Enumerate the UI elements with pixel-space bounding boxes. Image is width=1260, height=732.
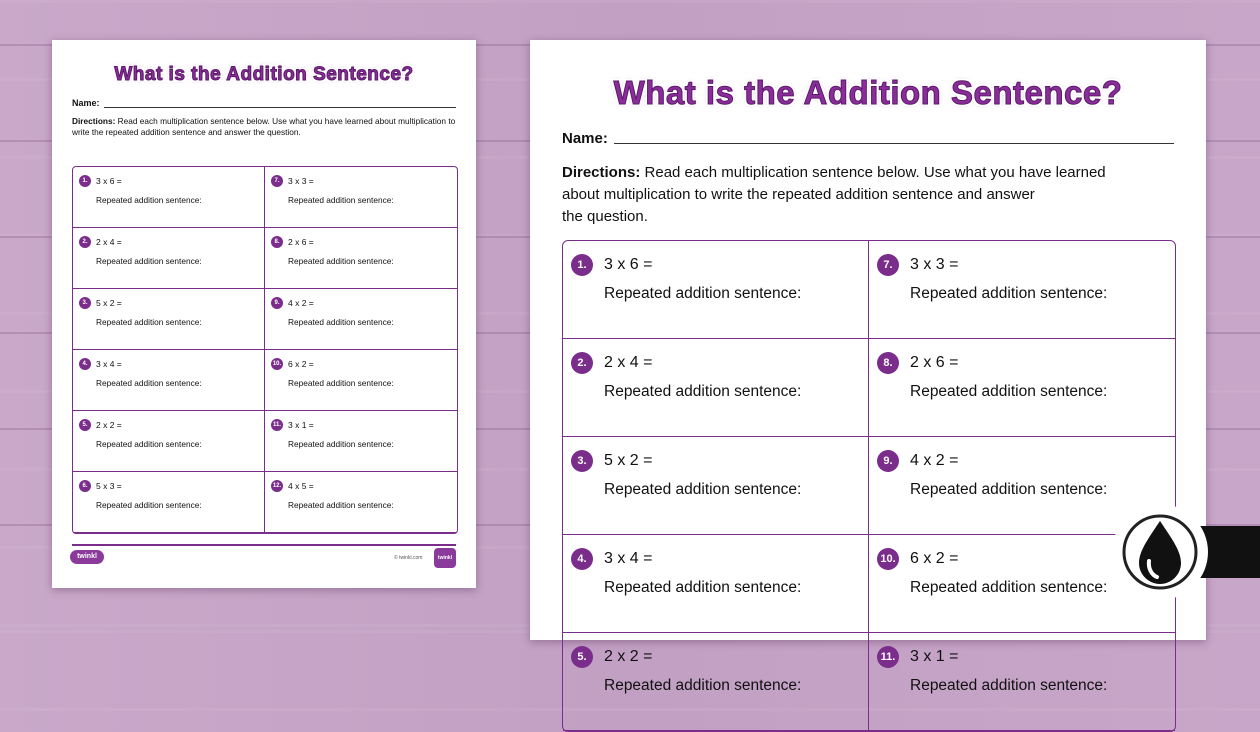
problem-cell	[265, 350, 457, 411]
problem-cell	[265, 411, 457, 472]
problem-expression: 4 x 2 =	[910, 452, 959, 469]
problem-expression: 2 x 6 =	[288, 237, 314, 247]
problem-cell	[73, 167, 265, 228]
problem-number-badge: 6.	[79, 480, 91, 492]
footer-bar	[72, 544, 456, 546]
problem-cell	[265, 472, 457, 533]
problem-number-badge: 10.	[877, 548, 899, 570]
problem-expression-row	[79, 358, 122, 370]
problem-number-badge: 3.	[571, 450, 593, 472]
problem-expression-row	[271, 358, 314, 370]
directions-label: Directions:	[562, 164, 641, 181]
problem-number-badge: 5.	[79, 419, 91, 431]
problem-expression: 2 x 2 =	[96, 420, 122, 430]
problem-expression: 3 x 3 =	[910, 256, 959, 273]
directions-text: Read each multiplication sentence below. Use what you have learned about multiplication to write the repeated addition sentence and answer the question.	[72, 116, 456, 137]
problem-cell	[563, 339, 869, 437]
repeated-addition-label: Repeated addition sentence:	[604, 285, 802, 302]
problem-expression: 5 x 2 =	[604, 452, 653, 469]
problem-expression: 6 x 2 =	[288, 359, 314, 369]
problem-cell	[73, 411, 265, 472]
problem-cell	[73, 289, 265, 350]
directions-label: Directions:	[72, 116, 116, 126]
name-label: Name:	[72, 98, 100, 108]
problem-expression-row	[79, 480, 122, 492]
problem-expression-row	[877, 646, 958, 668]
repeated-addition-label: Repeated addition sentence:	[288, 256, 394, 266]
problem-expression-row	[877, 548, 958, 570]
problem-expression-row	[271, 419, 314, 431]
problem-grid	[562, 240, 1176, 732]
problem-cell	[869, 339, 1175, 437]
problem-number-badge: 8.	[877, 352, 899, 374]
problem-expression-row	[571, 548, 652, 570]
problem-expression: 3 x 4 =	[96, 359, 122, 369]
problem-number-badge: 11.	[877, 646, 899, 668]
repeated-addition-label: Repeated addition sentence:	[96, 256, 202, 266]
name-row	[72, 98, 456, 108]
problem-expression-row	[271, 480, 314, 492]
problem-expression-row	[271, 297, 314, 309]
problem-expression-row	[271, 236, 314, 248]
problem-number-badge: 8.	[271, 236, 283, 248]
problem-expression: 4 x 2 =	[288, 298, 314, 308]
problem-expression: 3 x 4 =	[604, 550, 653, 567]
worksheet-title: What is the Addition Sentence?	[114, 64, 414, 85]
problem-expression: 3 x 6 =	[96, 176, 122, 186]
repeated-addition-label: Repeated addition sentence:	[288, 439, 394, 449]
problem-cell	[265, 167, 457, 228]
repeated-addition-label: Repeated addition sentence:	[96, 439, 202, 449]
problem-number-badge: 3.	[79, 297, 91, 309]
directions	[72, 116, 456, 138]
twinkl-badge-logo: twinkl	[434, 548, 456, 568]
directions-text-1: Read each multiplication sentence below. Use what you have learned	[640, 164, 1106, 181]
problem-cell	[563, 241, 869, 339]
problem-expression-row	[877, 450, 958, 472]
problem-number-badge: 11.	[271, 419, 283, 431]
repeated-addition-label: Repeated addition sentence:	[288, 317, 394, 327]
repeated-addition-label: Repeated addition sentence:	[96, 500, 202, 510]
problem-expression-row	[79, 236, 122, 248]
problem-expression-row	[79, 297, 122, 309]
problem-expression-row	[271, 175, 314, 187]
problem-number-badge: 4.	[79, 358, 91, 370]
problem-expression: 2 x 4 =	[604, 354, 653, 371]
name-line[interactable]	[104, 107, 456, 108]
problem-number-badge: 1.	[79, 175, 91, 187]
directions-line-1	[562, 162, 1174, 184]
repeated-addition-label: Repeated addition sentence:	[96, 195, 202, 205]
problem-expression-row	[79, 175, 122, 187]
repeated-addition-label: Repeated addition sentence:	[288, 500, 394, 510]
ink-drop-button[interactable]	[1112, 504, 1208, 600]
repeated-addition-label: Repeated addition sentence:	[604, 383, 802, 400]
footer-copyright: © twinkl.com	[394, 555, 423, 561]
repeated-addition-label: Repeated addition sentence:	[96, 378, 202, 388]
name-row	[562, 130, 1174, 147]
problem-number-badge: 9.	[271, 297, 283, 309]
problem-expression: 2 x 4 =	[96, 237, 122, 247]
worksheet-zoomed	[530, 40, 1206, 694]
problem-cell	[73, 350, 265, 411]
repeated-addition-label: Repeated addition sentence:	[910, 285, 1108, 302]
problem-cell	[73, 228, 265, 289]
problem-expression: 3 x 3 =	[288, 176, 314, 186]
problem-expression-row	[877, 254, 958, 276]
repeated-addition-label: Repeated addition sentence:	[604, 677, 802, 694]
problem-expression: 2 x 6 =	[910, 354, 959, 371]
problem-expression-row	[571, 254, 652, 276]
repeated-addition-label: Repeated addition sentence:	[604, 579, 802, 596]
twinkl-logo: twinkl	[70, 550, 104, 564]
problem-expression: 3 x 6 =	[604, 256, 653, 273]
problem-expression-row	[571, 450, 652, 472]
repeated-addition-label: Repeated addition sentence:	[604, 481, 802, 498]
repeated-addition-label: Repeated addition sentence:	[288, 378, 394, 388]
repeated-addition-label: Repeated addition sentence:	[288, 195, 394, 205]
repeated-addition-label: Repeated addition sentence:	[910, 677, 1108, 694]
repeated-addition-label: Repeated addition sentence:	[910, 579, 1108, 596]
repeated-addition-label: Repeated addition sentence:	[910, 481, 1108, 498]
problem-expression: 4 x 5 =	[288, 481, 314, 491]
problem-grid	[72, 166, 458, 534]
worksheet-thumbnail	[52, 40, 476, 588]
problem-expression-row	[877, 352, 958, 374]
problem-expression: 2 x 2 =	[604, 648, 653, 665]
problem-expression-row	[571, 646, 652, 668]
repeated-addition-label: Repeated addition sentence:	[910, 383, 1108, 400]
directions	[562, 162, 1174, 228]
problem-number-badge: 12.	[271, 480, 283, 492]
worksheet-title: What is the Addition Sentence?	[613, 74, 1123, 111]
problem-expression-row	[571, 352, 652, 374]
problem-cell	[265, 228, 457, 289]
problem-number-badge: 7.	[271, 175, 283, 187]
ink-drop-icon	[1125, 513, 1195, 591]
directions-line-2: about multiplication to write the repeated addition sentence and answer	[562, 186, 1035, 203]
problem-expression: 6 x 2 =	[910, 550, 959, 567]
repeated-addition-label: Repeated addition sentence:	[96, 317, 202, 327]
name-line[interactable]	[614, 143, 1174, 144]
directions-line-3: the question.	[562, 208, 648, 225]
problem-expression: 5 x 2 =	[96, 298, 122, 308]
problem-number-badge: 9.	[877, 450, 899, 472]
problem-cell	[265, 289, 457, 350]
name-label: Name:	[562, 130, 608, 147]
problem-cell	[73, 472, 265, 533]
problem-cell	[563, 535, 869, 633]
problem-cell	[869, 633, 1175, 731]
problem-cell	[869, 241, 1175, 339]
problem-number-badge: 2.	[79, 236, 91, 248]
problem-number-badge: 7.	[877, 254, 899, 276]
problem-expression: 3 x 1 =	[288, 420, 314, 430]
problem-expression: 5 x 3 =	[96, 481, 122, 491]
problem-cell	[563, 437, 869, 535]
problem-expression-row	[79, 419, 122, 431]
problem-number-badge: 5.	[571, 646, 593, 668]
problem-number-badge: 4.	[571, 548, 593, 570]
problem-expression: 3 x 1 =	[910, 648, 959, 665]
problem-number-badge: 10.	[271, 358, 283, 370]
problem-number-badge: 2.	[571, 352, 593, 374]
problem-number-badge: 1.	[571, 254, 593, 276]
problem-cell	[563, 633, 869, 731]
